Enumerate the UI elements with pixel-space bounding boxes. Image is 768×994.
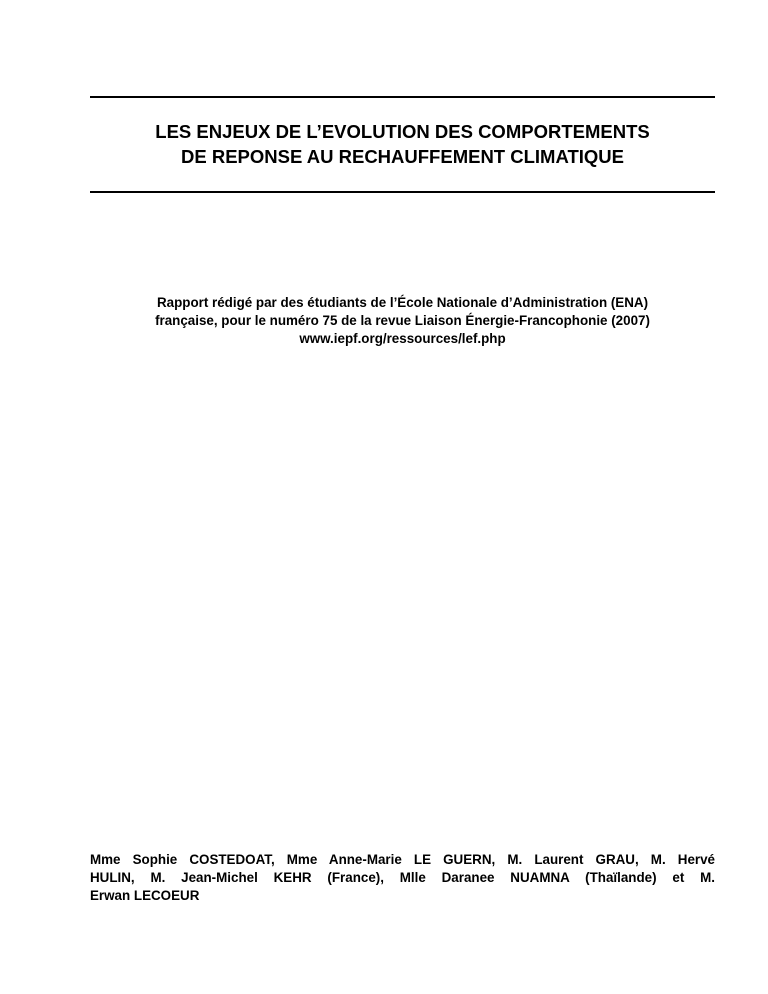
report-description — [90, 294, 715, 348]
authors-line-2: HULIN, M. Jean-Michel KEHR (France), Mlle Daranee NUAMNA (Thaïlande) et M. — [90, 870, 715, 885]
subtitle-line-2: française, pour le numéro 75 de la revue Liaison Énergie-Francophonie (2007) — [155, 313, 650, 328]
document-title — [90, 119, 715, 169]
subtitle-url: www.iepf.org/ressources/lef.php — [299, 331, 506, 346]
top-rule — [90, 96, 715, 98]
authors-line-1: Mme Sophie COSTEDOAT, Mme Anne-Marie LE GUERN, M. Laurent GRAU, M. Hervé — [90, 852, 715, 867]
subtitle-line-1: Rapport rédigé par des étudiants de l’École Nationale d’Administration (ENA) — [156, 295, 649, 310]
title-line-2: DE REPONSE AU RECHAUFFEMENT CLIMATIQUE — [181, 146, 624, 167]
authors-list — [90, 851, 715, 905]
bottom-rule — [90, 191, 715, 193]
authors-line-3: Erwan LECOEUR — [90, 888, 200, 903]
title-line-1: LES ENJEUX DE L’EVOLUTION DES COMPORTEMENTS — [155, 121, 650, 142]
